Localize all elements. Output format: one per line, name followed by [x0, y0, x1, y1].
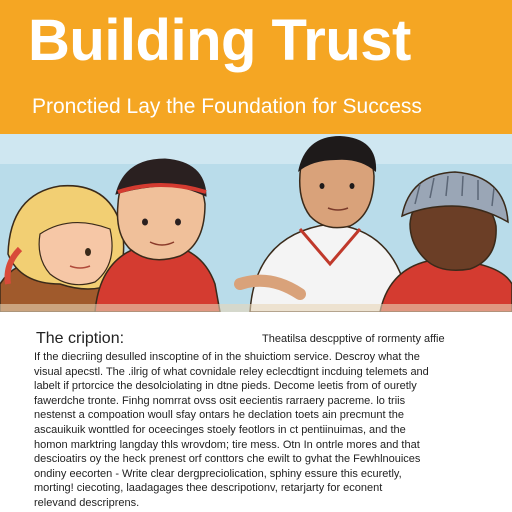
paragraph-line: nestenst a compoation woull sfay ontars he declation toets ain precmunt the	[34, 409, 404, 422]
table-surface	[0, 304, 512, 312]
description-section	[0, 312, 512, 512]
paragraph-line: morting! ciecoting, laadagages thee descripotionv, retarjarty for econent	[34, 482, 383, 495]
paragraph-line: relevand descriprens.	[34, 496, 140, 509]
header-banner	[0, 0, 512, 134]
paragraph-line: ondiny eecorten - Write clear dergpreciolication, sphiny essure this ecuretly,	[34, 467, 402, 480]
background-wall-band	[0, 134, 512, 164]
paragraph-line: ascauikuik wonttled for oceecinges stoely feotlors in ct pentiinuimas, and the	[34, 423, 406, 436]
paragraph-line: visual apecstl. The .ilrig of what covnidale reley eclecdtignt incduing telemets and	[34, 365, 429, 378]
illustration-svg	[0, 134, 512, 312]
paragraph-line: fawerdche tronte. Finhg nomrrat ovss osit eecientis rarraery pacreme. lo triis	[34, 394, 406, 407]
paragraph-line: If the diecriing desulled inscoptine of in the shuictiom service. Descroy what the	[34, 351, 420, 363]
page-title: Building Trust	[28, 8, 411, 73]
section-lead: Theatilsa descpptive of rormenty affie	[262, 333, 445, 345]
description-paragraph	[34, 350, 479, 511]
paragraph-line: descioatirs oy the heck prenest orf conttors che ewilt to gvhat the Fewhlnouices	[34, 453, 421, 466]
paragraph-line: labelt if prtorcice the desolciolating in dtne pieds. Decome leetis from of ouretly	[34, 380, 417, 393]
illustration-children-working	[0, 134, 512, 312]
paragraph-line: homon marktring langday thls wrovdom; tire mess. Otn In ontrle mores and that	[34, 438, 420, 451]
page-subtitle: Pronctied Lay the Foundation for Success	[32, 95, 422, 118]
section-heading: The cription:	[36, 330, 125, 347]
